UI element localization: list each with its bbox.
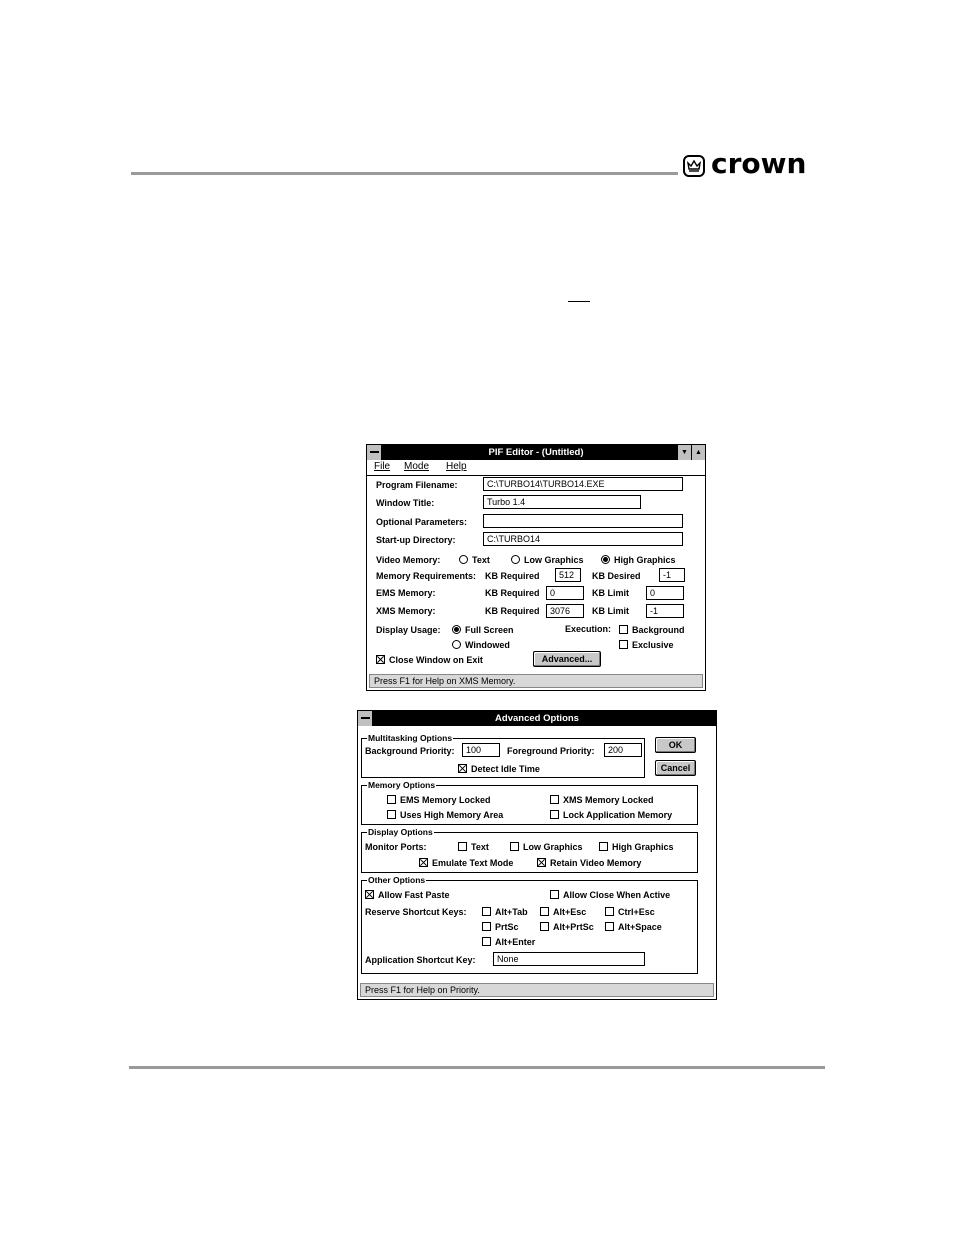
video-high-graphics-radio[interactable] xyxy=(601,555,610,564)
display-full-screen-radio[interactable] xyxy=(452,625,461,634)
monitor-text-checkbox[interactable] xyxy=(458,842,467,851)
window-title-label: Window Title: xyxy=(376,498,435,508)
execution-label: Execution: xyxy=(565,624,612,634)
display-group-title: Display Options xyxy=(368,827,433,837)
pif-menubar xyxy=(367,460,705,476)
execution-exclusive-checkbox[interactable] xyxy=(619,640,628,649)
display-usage-label: Display Usage: xyxy=(376,625,441,635)
video-memory-label: Video Memory: xyxy=(376,555,441,565)
ems-kb-limit-label: KB Limit xyxy=(592,588,629,598)
advanced-status-bar: Press F1 for Help on Priority. xyxy=(360,983,714,997)
brand-wordmark: crown xyxy=(711,147,807,180)
allow-close-when-active-checkbox[interactable] xyxy=(550,890,559,899)
monitor-high-graphics-label: High Graphics xyxy=(612,842,674,852)
retain-video-memory-checkbox[interactable] xyxy=(537,858,546,867)
menu-mode[interactable]: Mode xyxy=(404,461,430,472)
xms-kb-required-label: KB Required xyxy=(485,606,540,616)
display-full-screen-label: Full Screen xyxy=(465,625,514,635)
retain-video-memory-label: Retain Video Memory xyxy=(550,858,642,868)
key-alt-prtsc-label: Alt+PrtSc xyxy=(553,922,594,932)
foreground-priority-field[interactable]: 200 xyxy=(604,743,642,757)
advanced-options-titlebar[interactable] xyxy=(358,711,716,726)
allow-fast-paste-label: Allow Fast Paste xyxy=(378,890,450,900)
memory-requirements-label: Memory Requirements: xyxy=(376,571,477,581)
ems-locked-checkbox[interactable] xyxy=(387,795,396,804)
video-text-label: Text xyxy=(472,555,490,565)
ems-kb-required-label: KB Required xyxy=(485,588,540,598)
monitor-low-graphics-checkbox[interactable] xyxy=(510,842,519,851)
optional-parameters-label: Optional Parameters: xyxy=(376,517,468,527)
app-shortcut-key-field[interactable]: None xyxy=(493,952,645,966)
detect-idle-checkbox[interactable] xyxy=(458,764,467,773)
emulate-text-mode-label: Emulate Text Mode xyxy=(432,858,514,868)
startup-directory-field[interactable]: C:\TURBO14 xyxy=(483,532,683,546)
uses-hma-label: Uses High Memory Area xyxy=(400,810,504,820)
key-alt-tab-label: Alt+Tab xyxy=(495,907,528,917)
key-ctrl-esc-label: Ctrl+Esc xyxy=(618,907,655,917)
ems-kb-limit-field[interactable]: 0 xyxy=(646,586,684,600)
advanced-button-label: Advanced... xyxy=(541,654,593,664)
ok-button[interactable] xyxy=(655,737,696,753)
cancel-button-label: Cancel xyxy=(660,763,691,773)
execution-exclusive-label: Exclusive xyxy=(632,640,674,650)
execution-background-checkbox[interactable] xyxy=(619,625,628,634)
monitor-ports-label: Monitor Ports: xyxy=(365,842,427,852)
pif-editor-titlebar[interactable] xyxy=(367,445,705,460)
foreground-priority-label: Foreground Priority: xyxy=(507,746,595,756)
crown-icon xyxy=(683,155,705,177)
multitasking-group xyxy=(361,733,645,778)
advanced-options-window xyxy=(357,710,717,1000)
key-ctrl-esc-checkbox[interactable] xyxy=(605,907,614,916)
video-low-graphics-label: Low Graphics xyxy=(524,555,584,565)
monitor-low-graphics-label: Low Graphics xyxy=(523,842,583,852)
key-alt-esc-label: Alt+Esc xyxy=(553,907,587,917)
optional-parameters-field[interactable] xyxy=(483,514,683,528)
other-group-title: Other Options xyxy=(368,875,426,885)
xms-kb-limit-field[interactable]: -1 xyxy=(646,604,684,618)
multitasking-group-title: Multitasking Options xyxy=(368,733,453,743)
key-alt-enter-checkbox[interactable] xyxy=(482,937,491,946)
program-filename-label: Program Filename: xyxy=(376,480,458,490)
window-title-field[interactable]: Turbo 1.4 xyxy=(483,495,641,509)
xms-locked-checkbox[interactable] xyxy=(550,795,559,804)
memory-group xyxy=(361,780,698,825)
pif-editor-title: PIF Editor - (Untitled) xyxy=(488,447,584,458)
ok-button-label: OK xyxy=(668,740,683,750)
video-high-graphics-label: High Graphics xyxy=(614,555,676,565)
lock-app-memory-checkbox[interactable] xyxy=(550,810,559,819)
menu-file[interactable]: File xyxy=(374,461,391,472)
header-rule xyxy=(131,172,678,175)
xms-memory-label: XMS Memory: xyxy=(376,606,436,616)
program-filename-field[interactable]: C:\TURBO14\TURBO14.EXE xyxy=(483,477,683,491)
display-group xyxy=(361,827,698,873)
other-group xyxy=(361,875,698,974)
lock-app-memory-label: Lock Application Memory xyxy=(563,810,673,820)
key-alt-tab-checkbox[interactable] xyxy=(482,907,491,916)
mem-kb-required-label: KB Required xyxy=(485,571,540,581)
advanced-options-title: Advanced Options xyxy=(495,713,579,724)
crown-logo xyxy=(683,147,828,182)
emulate-text-mode-checkbox[interactable] xyxy=(419,858,428,867)
cancel-button[interactable] xyxy=(655,760,696,776)
app-shortcut-key-label: Application Shortcut Key: xyxy=(365,955,476,965)
advanced-button[interactable] xyxy=(533,651,601,667)
xms-locked-label: XMS Memory Locked xyxy=(563,795,654,805)
minimize-icon[interactable]: ▼ xyxy=(677,445,691,460)
key-alt-space-label: Alt+Space xyxy=(618,922,662,932)
monitor-text-label: Text xyxy=(471,842,489,852)
startup-directory-label: Start-up Directory: xyxy=(376,535,456,545)
text-underline-mark xyxy=(568,301,590,302)
key-alt-enter-label: Alt+Enter xyxy=(495,937,536,947)
mem-kb-desired-label: KB Desired xyxy=(592,571,641,581)
footer-rule xyxy=(129,1066,825,1069)
ems-memory-label: EMS Memory: xyxy=(376,588,436,598)
video-low-graphics-radio[interactable] xyxy=(511,555,520,564)
pif-editor-window xyxy=(366,444,706,691)
menu-help[interactable]: Help xyxy=(446,461,467,472)
reserve-shortcut-keys-label: Reserve Shortcut Keys: xyxy=(365,907,467,917)
mem-kb-required-field[interactable]: 512 xyxy=(555,568,581,582)
key-prtsc-label: PrtSc xyxy=(495,922,519,932)
ems-locked-label: EMS Memory Locked xyxy=(400,795,491,805)
video-text-radio[interactable] xyxy=(459,555,468,564)
background-priority-field[interactable]: 100 xyxy=(462,743,500,757)
detect-idle-label: Detect Idle Time xyxy=(471,764,540,774)
ems-kb-required-field[interactable]: 0 xyxy=(546,586,584,600)
pif-status-bar: Press F1 for Help on XMS Memory. xyxy=(369,674,703,688)
key-alt-prtsc-checkbox[interactable] xyxy=(540,922,549,931)
display-windowed-label: Windowed xyxy=(465,640,510,650)
system-menu-icon[interactable] xyxy=(367,445,382,460)
xms-kb-limit-label: KB Limit xyxy=(592,606,629,616)
key-alt-esc-checkbox[interactable] xyxy=(540,907,549,916)
maximize-icon[interactable]: ▲ xyxy=(691,445,705,460)
system-menu-icon[interactable] xyxy=(358,711,373,726)
uses-hma-checkbox[interactable] xyxy=(387,810,396,819)
allow-fast-paste-checkbox[interactable] xyxy=(365,890,374,899)
close-window-checkbox[interactable] xyxy=(376,655,385,664)
monitor-high-graphics-checkbox[interactable] xyxy=(599,842,608,851)
memory-group-title: Memory Options xyxy=(368,780,436,790)
key-prtsc-checkbox[interactable] xyxy=(482,922,491,931)
key-alt-space-checkbox[interactable] xyxy=(605,922,614,931)
xms-kb-required-field[interactable]: 3076 xyxy=(546,604,584,618)
display-windowed-radio[interactable] xyxy=(452,640,461,649)
background-priority-label: Background Priority: xyxy=(365,746,455,756)
mem-kb-desired-field[interactable]: -1 xyxy=(659,568,685,582)
execution-background-label: Background xyxy=(632,625,685,635)
close-window-label: Close Window on Exit xyxy=(389,655,483,665)
allow-close-when-active-label: Allow Close When Active xyxy=(563,890,671,900)
